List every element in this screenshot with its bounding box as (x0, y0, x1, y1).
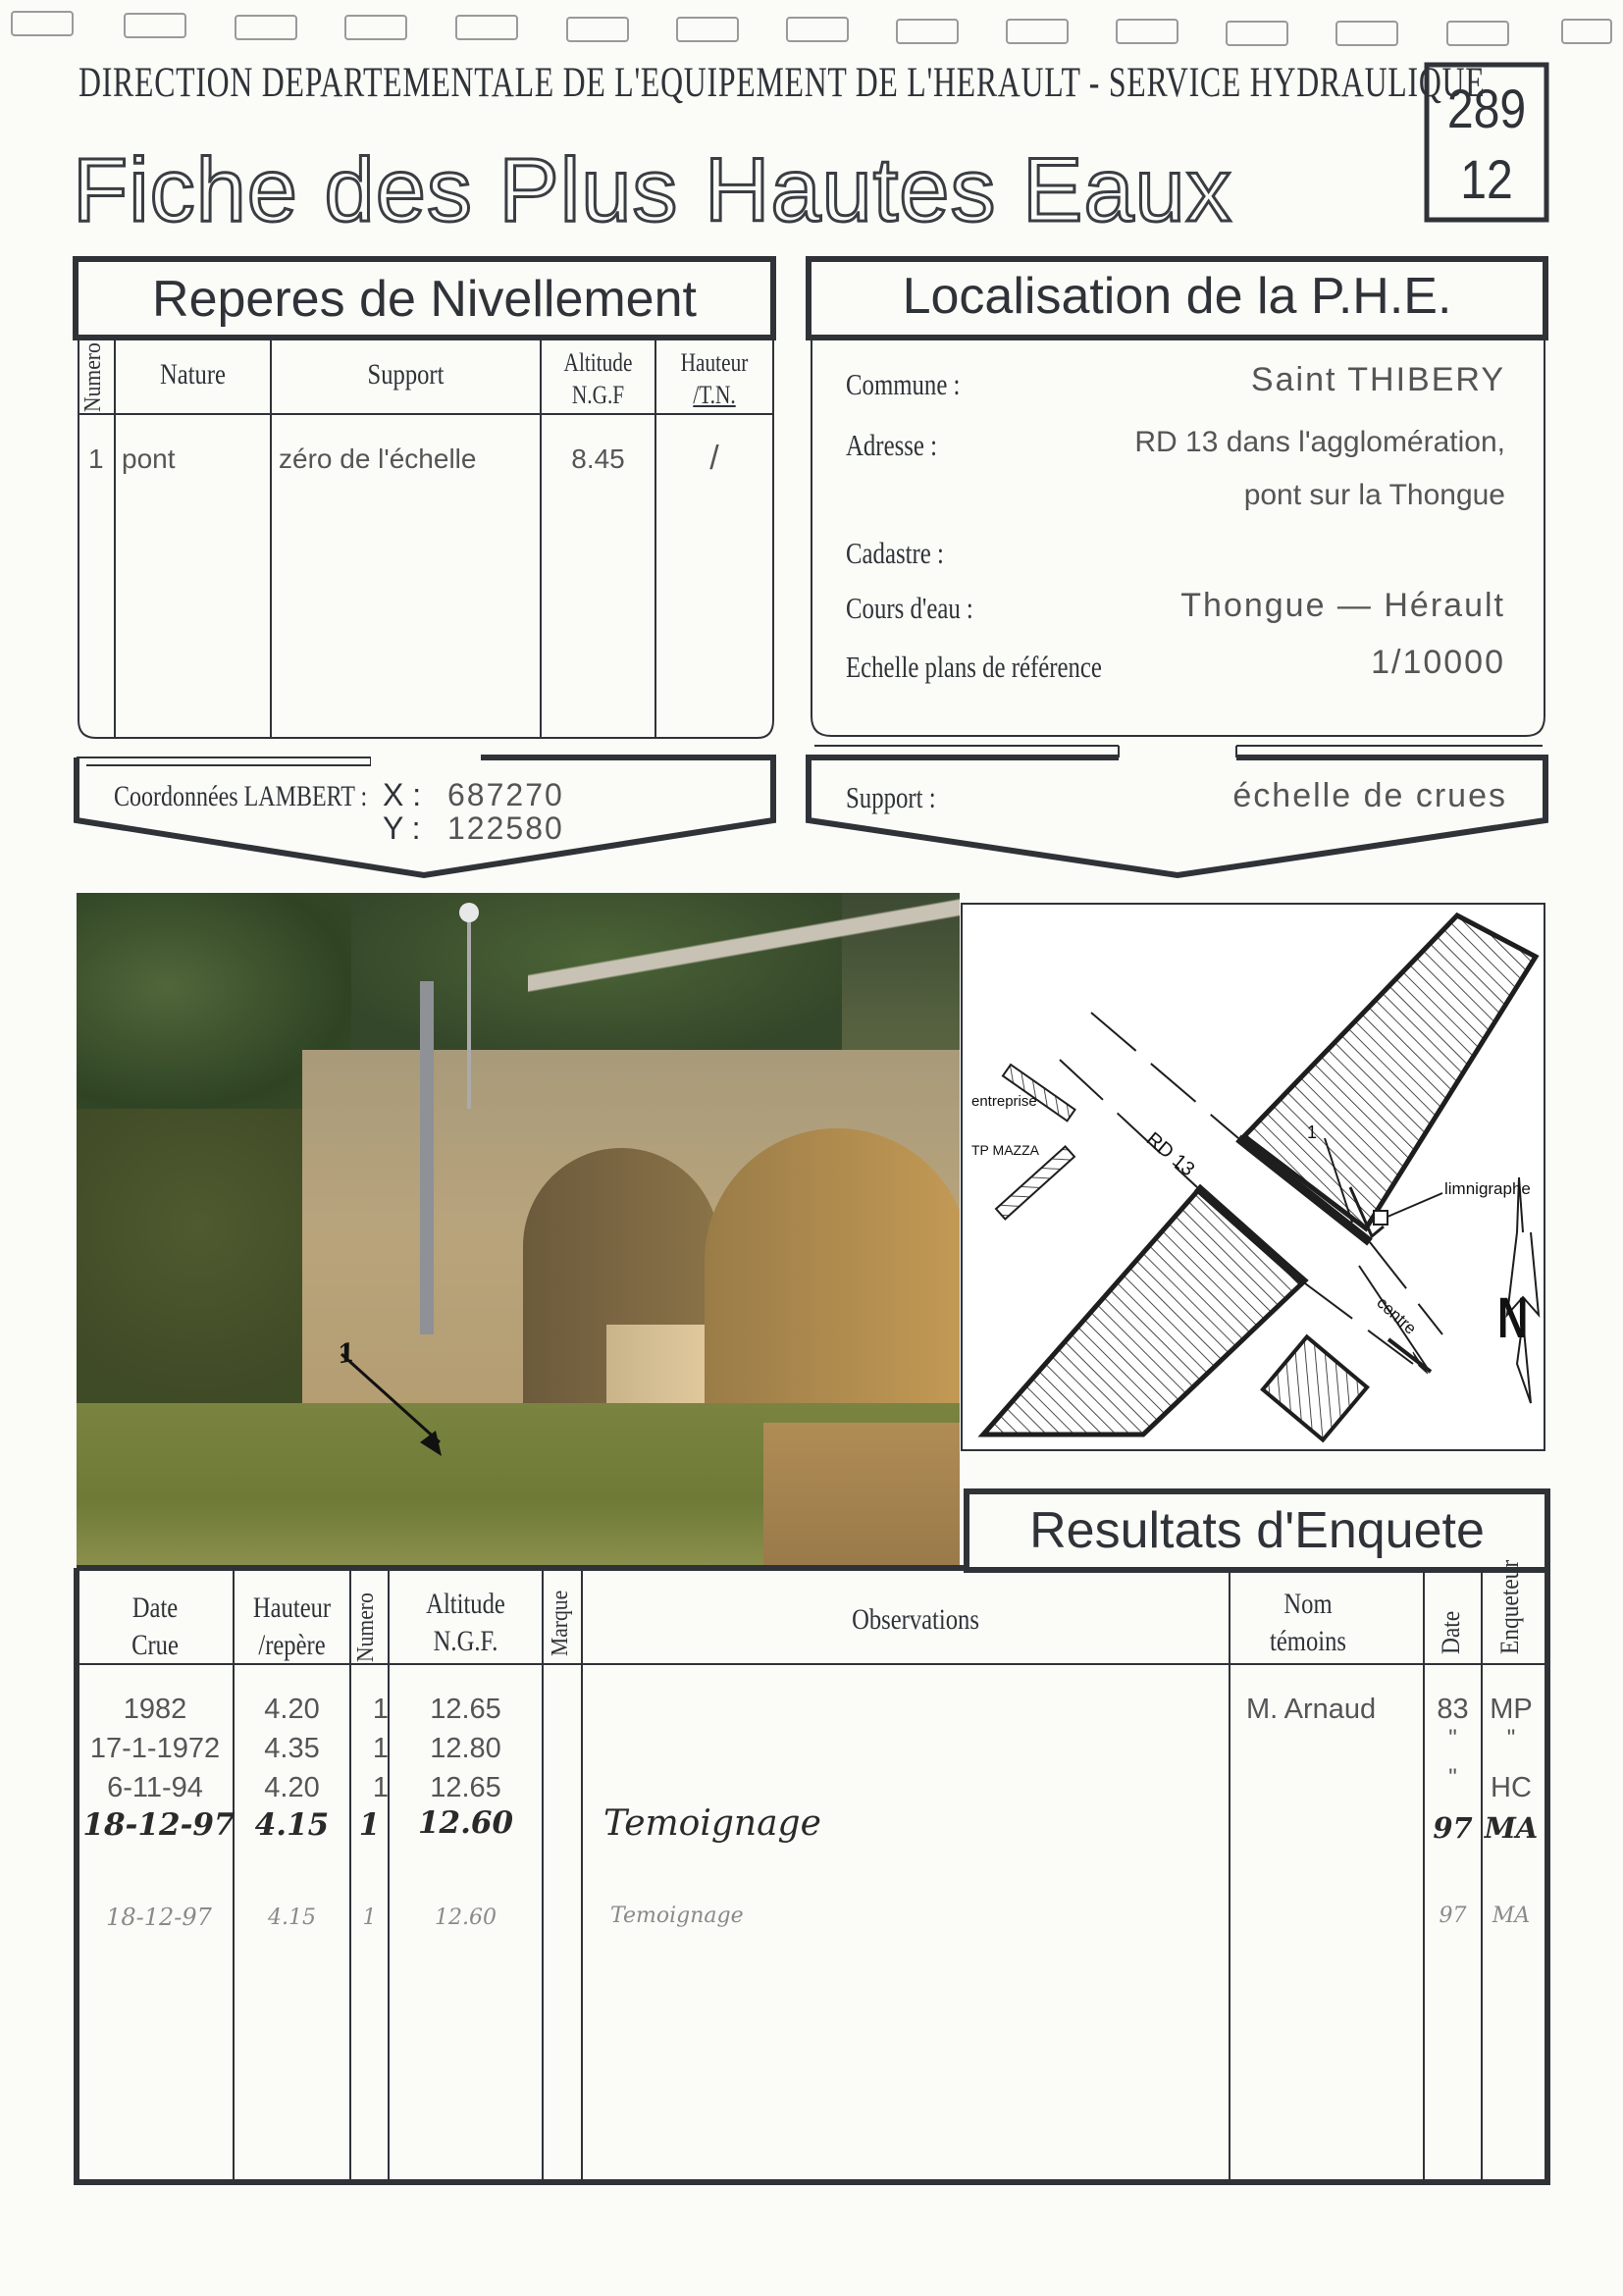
cadastre-label: Cadastre : (846, 536, 944, 570)
map-label-centre: centre (1373, 1293, 1421, 1338)
resultats-col-enqueteur: Enqueteur (1495, 1559, 1524, 1654)
row-numero: 1 (358, 1807, 381, 1843)
map-label-road: RD 13 (1141, 1128, 1199, 1181)
row-altitude: 12.60 (435, 1905, 497, 1930)
reperes-row-nature: pont (122, 444, 176, 474)
commune-value: Saint THIBERY (1250, 361, 1505, 398)
row-numero: 1 (372, 1772, 389, 1803)
code-top: 289 (1446, 78, 1527, 139)
resultats-col-altitude-line2: N.G.F. (433, 1625, 498, 1657)
map-label-mazza: TP MAZZA (971, 1142, 1039, 1158)
row-date-crue: 17-1-1972 (89, 1733, 221, 1764)
support-value: échelle de crues (1232, 777, 1507, 814)
row-date: 97 (1439, 1904, 1467, 1928)
reperes-section-title: Reperes de Nivellement (152, 271, 697, 328)
adresse-line1: RD 13 dans l'agglomération, (1134, 426, 1505, 458)
row-enqueteur: MA (1492, 1904, 1531, 1928)
echelle-label: Echelle plans de référence (846, 650, 1102, 684)
row-hauteur: 4.20 (264, 1772, 320, 1803)
localisation-section-title: Localisation de la P.H.E. (902, 268, 1452, 325)
map-label-marker: 1 (1307, 1122, 1318, 1142)
map-label-limnigraphe: limnigraphe (1444, 1179, 1531, 1198)
adresse-label: Adresse : (846, 428, 937, 462)
map-label-entreprise: entreprise (971, 1093, 1037, 1110)
resultats-col-marque: Marque (548, 1590, 573, 1656)
cours-value: Thongue — Hérault (1180, 587, 1505, 624)
resultats-col-observations: Observations (852, 1603, 979, 1636)
reperes-col-hauteur-line1: Hauteur (680, 348, 749, 377)
north-arrow-label: N (1497, 1286, 1529, 1350)
adresse-line2: pont sur la Thongue (1243, 479, 1505, 511)
row-enqueteur: MP (1490, 1694, 1533, 1725)
row-date-crue: 18-12-97 (106, 1904, 212, 1931)
resultats-col-date-line1: Date (131, 1592, 179, 1624)
row-altitude: 12.80 (430, 1733, 501, 1764)
row-hauteur: 4.35 (264, 1733, 320, 1764)
agency-header: DIRECTION DEPARTEMENTALE DE L'EQUIPEMENT DE L'HERAULT - SERVICE HYDRAULIQUE (79, 60, 1486, 106)
row-observations: Temoignage (610, 1904, 744, 1928)
binding-holes (12, 12, 1611, 45)
echelle-value: 1/10000 (1371, 644, 1505, 681)
row-date-crue: 6-11-94 (107, 1772, 203, 1803)
row-enqueteur: " (1506, 1725, 1516, 1751)
reperes-col-hauteur-line2: /T.N. (693, 381, 736, 409)
reperes-col-support: Support (367, 358, 445, 391)
reperes-row-hauteur: / (709, 440, 719, 477)
row-hauteur: 4.15 (254, 1807, 330, 1843)
coordinate-x-label: X : (383, 777, 422, 812)
row-date-crue: 1982 (123, 1694, 187, 1725)
coordinate-y-label: Y : (383, 810, 421, 846)
resultats-col-nom-line1: Nom (1283, 1588, 1333, 1620)
row-altitude: 12.60 (417, 1805, 514, 1841)
row-observations: Temoignage (603, 1803, 821, 1844)
photo-arrow (77, 893, 960, 1565)
row-nom: M. Arnaud (1246, 1694, 1377, 1725)
resultats-col-date-line2: Crue (131, 1629, 179, 1661)
commune-label: Commune : (846, 367, 961, 401)
row-date: 97 (1433, 1811, 1473, 1845)
reperes-col-altitude-line2: N.G.F (571, 381, 625, 409)
reperes-col-numero: Numero (80, 342, 106, 412)
resultats-col-altitude-line1: Altitude (426, 1588, 505, 1620)
coordinates-label: Coordonnées LAMBERT : (114, 780, 368, 812)
resultats-col-date: Date (1437, 1610, 1465, 1654)
row-altitude: 12.65 (430, 1772, 501, 1803)
resultats-col-hauteur-line1: Hauteur (252, 1592, 332, 1624)
row-hauteur: 4.20 (264, 1694, 320, 1725)
reperes-row-support: zéro de l'échelle (279, 444, 477, 474)
reperes-row-numero: 1 (88, 444, 104, 474)
support-label: Support : (846, 780, 936, 814)
row-date: 83 (1437, 1694, 1469, 1725)
row-numero: 1 (372, 1694, 389, 1725)
cours-label: Cours d'eau : (846, 591, 973, 625)
coordinate-y-value: 122580 (447, 810, 564, 846)
row-enqueteur: MA (1484, 1811, 1539, 1845)
resultats-section-title: Resultats d'Enquete (1029, 1502, 1485, 1559)
row-numero: 1 (372, 1733, 389, 1764)
photo-marker-label: 1 (335, 1337, 358, 1371)
resultats-col-hauteur-line2: /repère (258, 1629, 326, 1661)
row-enqueteur: HC (1491, 1772, 1532, 1803)
bridge-photo (77, 893, 960, 1565)
row-date: " (1448, 1764, 1457, 1791)
reperes-col-nature: Nature (160, 358, 226, 391)
resultats-col-nom-line2: témoins (1270, 1625, 1346, 1657)
reperes-row-altitude: 8.45 (571, 444, 625, 474)
row-numero: 1 (362, 1905, 377, 1930)
row-altitude: 12.65 (430, 1694, 501, 1725)
code-bottom: 12 (1460, 148, 1513, 210)
reperes-col-altitude-line1: Altitude (563, 348, 633, 377)
coordinate-x-value: 687270 (447, 777, 564, 812)
row-date-crue: 18-12-97 (82, 1807, 236, 1843)
page-title: Fiche des Plus Hautes Eaux (73, 140, 1232, 240)
row-date: " (1448, 1725, 1457, 1751)
resultats-col-numero: Numero (353, 1592, 379, 1662)
row-hauteur: 4.15 (268, 1905, 316, 1930)
